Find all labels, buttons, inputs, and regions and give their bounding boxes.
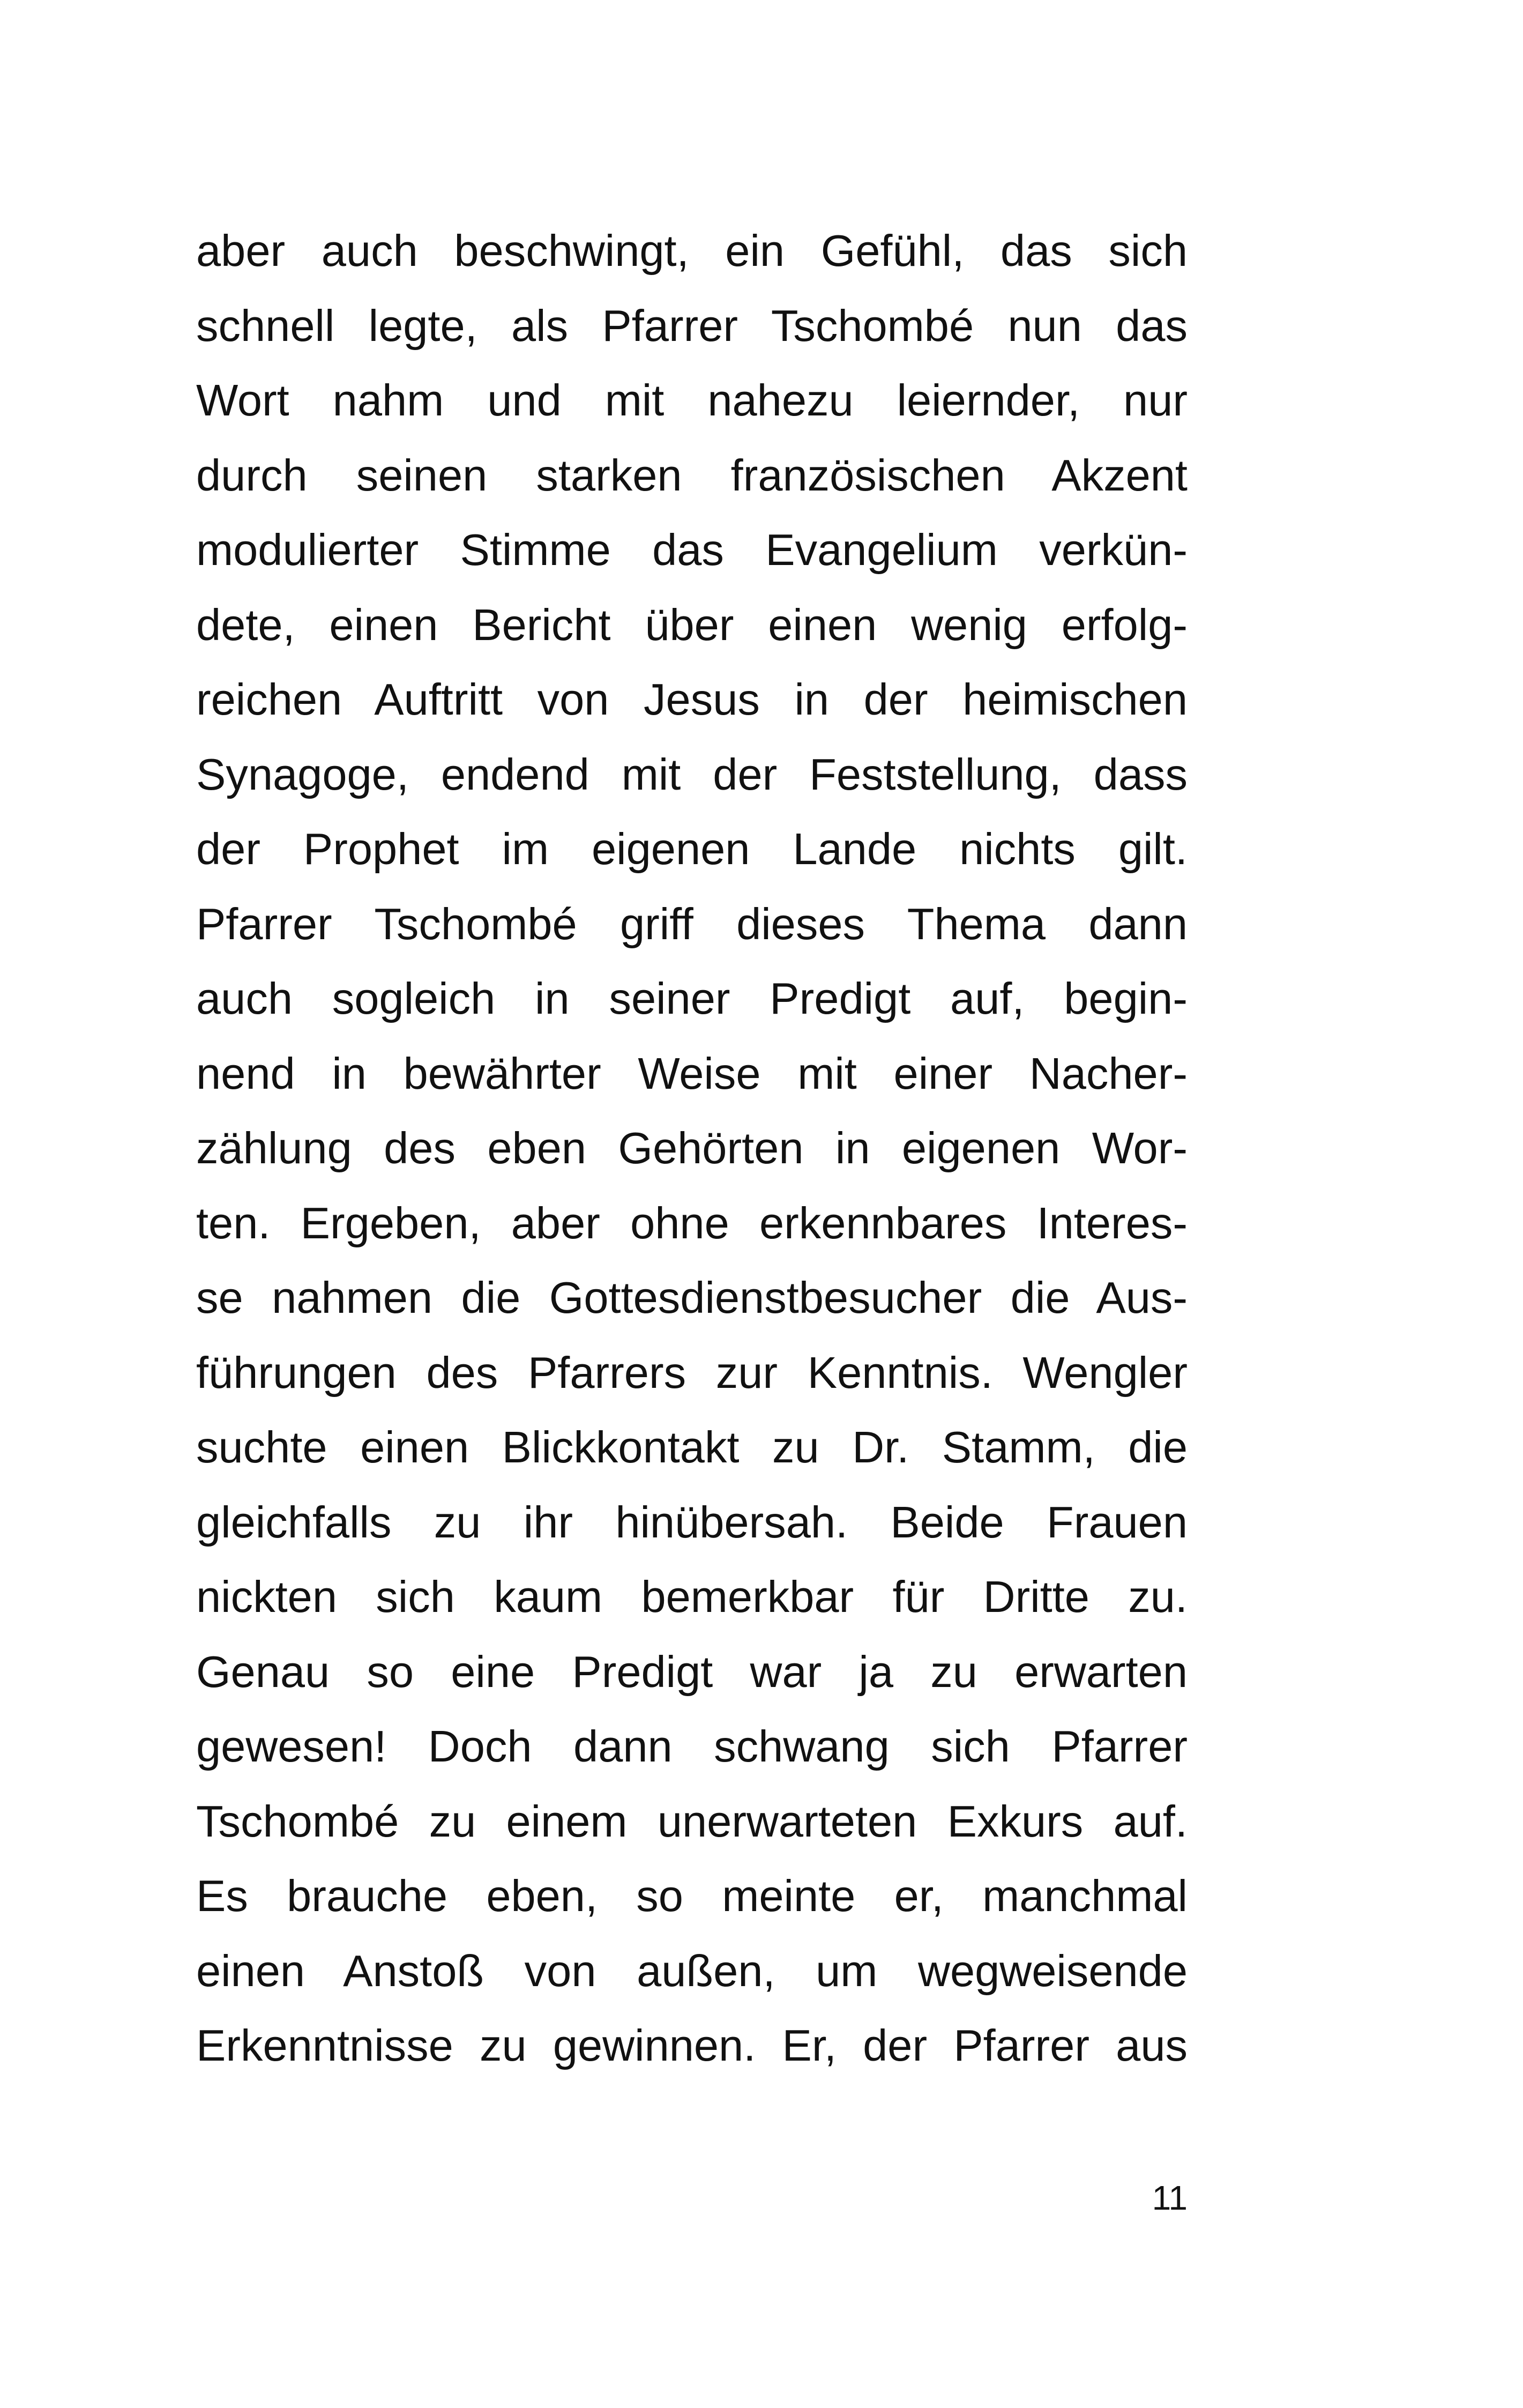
text-line: schnell legte, als Pfarrer Tschombé nun das [196, 300, 1188, 351]
text-line: Genau so eine Predigt war ja zu erwarten [196, 1646, 1188, 1697]
text-line: aber auch beschwingt, ein Gefühl, das sich [196, 226, 1188, 276]
text-line: reichen Auftritt von Jesus in der heimischen [196, 674, 1188, 724]
text-line: Es brauche eben, so meinte er, manchmal [196, 1871, 1188, 1921]
text-line: führungen des Pfarrers zur Kenntnis. Wengler [196, 1347, 1188, 1398]
text-line: einen Anstoß von außen, um wegweisende [196, 1945, 1188, 1996]
text-line: gleichfalls zu ihr hinübersah. Beide Frauen [196, 1497, 1188, 1547]
body-text [196, 213, 1188, 2083]
text-line: Synagoge, endend mit der Feststellung, dass [196, 749, 1188, 799]
text-line: nickten sich kaum bemerkbar für Dritte zu. [196, 1572, 1188, 1622]
text-line: der Prophet im eigenen Lande nichts gilt. [196, 824, 1188, 874]
text-line: durch seinen starken französischen Akzent [196, 450, 1188, 500]
text-line: nend in bewährter Weise mit einer Nacher- [196, 1048, 1188, 1098]
text-line: zählung des eben Gehörten in eigenen Wor- [196, 1123, 1188, 1173]
text-line: Tschombé zu einem unerwarteten Exkurs auf. [196, 1796, 1188, 1846]
text-line: Pfarrer Tschombé griff dieses Thema dann [196, 898, 1188, 949]
page-number: 11 [1152, 2179, 1188, 2217]
text-line: dete, einen Bericht über einen wenig erfolg- [196, 599, 1188, 650]
text-line: ten. Ergeben, aber ohne erkennbares Interes- [196, 1198, 1188, 1248]
text-line: modulierter Stimme das Evangelium verkün- [196, 525, 1188, 575]
text-line: gewesen! Doch dann schwang sich Pfarrer [196, 1721, 1188, 1771]
text-line: Erkenntnisse zu gewinnen. Er, der Pfarrer aus [196, 2020, 1188, 2070]
text-line: auch sogleich in seiner Predigt auf, begin- [196, 973, 1188, 1023]
text-line: suchte einen Blickkontakt zu Dr. Stamm, die [196, 1422, 1188, 1472]
text-line: Wort nahm und mit nahezu leiernder, nur [196, 375, 1188, 425]
text-line: se nahmen die Gottesdienstbesucher die Aus- [196, 1273, 1188, 1322]
